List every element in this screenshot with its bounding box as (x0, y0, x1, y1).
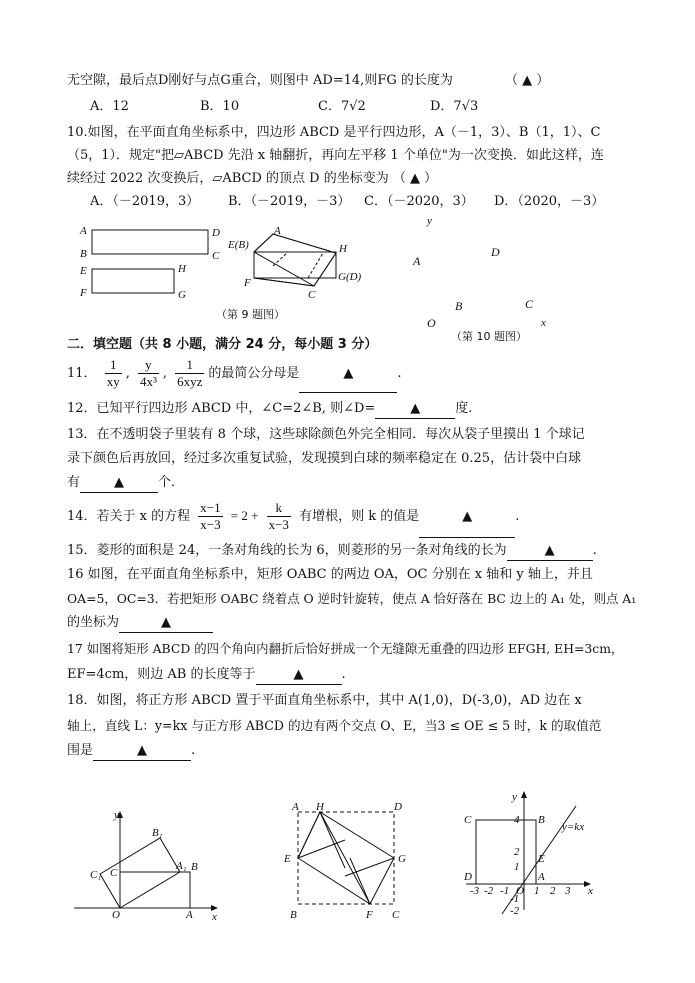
fig18-tick-m1: -1 (500, 885, 510, 897)
q18-line1: 18．如图，将正方形 ABCD 置于平面直角坐标系中，其中 A(1,0)，D(-3,0)，AD 边在 x (67, 693, 582, 708)
fig18-label-x: x (588, 885, 593, 897)
fig16-label-c1: C₁ (90, 869, 102, 881)
fig17 (280, 800, 415, 925)
q17-line1: 17 如图将矩形 ABCD 的四个角向内翻折后恰好拼成一个无缝隙无重叠的四边形 EFGH, EH=3cm， (67, 641, 624, 656)
q18-line3: 围是 ▲ . (67, 742, 195, 761)
fig10-label-b: B (455, 299, 463, 313)
q10-option-c: C．（－2020，3） (364, 194, 474, 209)
fig16 (70, 808, 230, 923)
fig9-label-c: C (212, 250, 220, 262)
fig18-tick-1: 1 (534, 885, 540, 897)
q15-blank[interactable]: ▲ (507, 542, 593, 561)
q16-line2: OA=5，OC=3．若把矩形 OABC 绕着点 O 逆时针旋转，使点 A 恰好落在 BC 边上的 A₁ 处，则点 A₁ (67, 591, 637, 606)
fig18-label-e: E (538, 853, 545, 865)
q16-line3: 的坐标为 ▲ (67, 614, 213, 633)
q13-line2: 录下颜色后再放回，经过多次重复试验，发现摸到白球的频率稳定在 0.25，估计袋中白球 (67, 451, 582, 466)
fig10 (405, 210, 555, 345)
q9-option-b: B．10 (200, 99, 240, 114)
fig9-right-label-gd: G(D) (338, 271, 362, 283)
fig16-label-c: C (110, 867, 118, 879)
fig10-label-a: A (413, 254, 421, 268)
q9-option-c: C．7√2 (318, 99, 366, 114)
fig17-label-c: C (392, 909, 400, 921)
fig17-label-b: B (290, 909, 297, 921)
fig17-label-g: G (398, 853, 406, 865)
q12: 12．已知平行四边形 ABCD 中，∠C=2∠B, 则∠D= ▲ 度. (67, 400, 472, 419)
fig18-tick-m3: -3 (470, 885, 480, 897)
fig16-label-b: B (191, 861, 198, 873)
fig17-label-d: D (394, 801, 402, 813)
fig9-right-label-eb: E(B) (228, 239, 249, 251)
q13-line3: 有 ▲ 个． (67, 474, 184, 493)
q9-option-d: D．7√3 (430, 99, 479, 114)
fig18-label-o: O (516, 885, 524, 897)
fig17-label-f: F (366, 909, 373, 921)
q13-line1: 13．在不透明袋子里装有 8 个球，这些球除颜色外完全相同．每次从袋子里摸出 1 个球记 (67, 427, 585, 442)
q16-line1: 16 如图，在平面直角坐标系中，矩形 OABC 的两边 OA，OC 分别在 x 轴和 y 轴上，并且 (67, 567, 593, 582)
fig17-label-h: H (316, 801, 324, 813)
fig10-label-o: O (427, 316, 436, 330)
section2-heading: 二．填空题（共 8 小题，满分 24 分，每小题 3 分） (67, 337, 378, 352)
fig16-label-a: A (186, 909, 193, 921)
fig9-right-label-c: C (308, 289, 316, 301)
fig9-label-h: H (178, 263, 186, 275)
fig18 (458, 790, 603, 920)
q10-option-b: B．（－2019，－3） (228, 194, 351, 209)
fig18-label-2: 2 (514, 846, 520, 858)
fig17-label-e: E (284, 853, 291, 865)
fig18-label-1: 1 (514, 861, 520, 873)
fig18-tick-m2: -2 (484, 885, 494, 897)
fig18-label-b: B (538, 814, 545, 826)
q11-blank[interactable]: ▲ (299, 356, 397, 393)
q9-tail-text: 无空隙，最后点D刚好与点G重合，则图中 AD=14,则FG 的长度为 (67, 73, 453, 88)
fig9-right-label-h: H (339, 243, 347, 255)
fig16-label-o: O (112, 909, 120, 921)
fig9-right (216, 225, 362, 326)
fig10-label-x: x (541, 317, 546, 329)
fig16-label-b1: B₁ (152, 827, 163, 839)
q18-line2: 轴上，直线 L：y=kx 与正方形 ABCD 的边有两个交点 O、E，当3 ≤ OE ≤ 5 时，k 的取值范 (67, 718, 602, 733)
q10-option-a: A．（－2019，3） (90, 194, 200, 209)
q10-line2: （5，1）．规定"把▱ABCD 先沿 x 轴翻折，再向左平移 1 个单位"为一次变换．如此这样，连 (67, 148, 604, 163)
fig10-label-d: D (491, 245, 500, 259)
q17-blank[interactable]: ▲ (256, 666, 342, 685)
fig10-label-c: C (525, 297, 534, 311)
fig18-tick-ym2: -2 (510, 905, 520, 917)
q14-blank[interactable]: ▲ (419, 497, 515, 538)
fig10-caption: （第 10 题图） (451, 330, 527, 343)
fig9-right-label-a: A (274, 225, 281, 237)
fig9-label-f: F (80, 287, 87, 299)
fig9-label-a: A (80, 225, 87, 237)
fig9-right-label-f: F (244, 277, 251, 289)
fig18-label-4: 4 (514, 814, 520, 826)
fig9-label-b: B (80, 248, 87, 260)
q13-blank[interactable]: ▲ (80, 474, 158, 493)
fig16-label-x: x (212, 911, 217, 923)
fig18-tick-3: 3 (565, 885, 571, 897)
fig18-label-d: D (464, 871, 472, 883)
fig9-caption: （第 9 题图） (216, 308, 285, 321)
fig10-label-y: y (427, 215, 432, 227)
q16-blank[interactable]: ▲ (119, 614, 213, 633)
q9-option-a: A．12 (90, 99, 129, 114)
q18-blank[interactable]: ▲ (93, 742, 191, 761)
q10-line3: 续经过 2022 次变换后，▱ABCD 的顶点 D 的坐标变为 （ ▲ ） (67, 171, 438, 186)
fig16-label-y: y (114, 809, 119, 821)
fig18-label-a: A (538, 871, 545, 883)
fig17-label-a: A (292, 801, 299, 813)
q14: 14．若关于 x 的方程 $\frac{x-1}{x-3}$ = 2 + $\frac{k}{x-3}$ 有增根，则 k 的值是 ▲ . (67, 496, 519, 538)
fig18-label-y: y (512, 791, 517, 803)
q12-blank[interactable]: ▲ (375, 400, 455, 419)
q17-line2: EF=4cm，则边 AB 的长度等于 ▲ . (67, 666, 346, 685)
q11: 11． $\frac{1}{xy}$ , $\frac{y}{\text{4x³}}$ , $\frac{1}{\text{6xyz}}$ 的最简公分母是 ▲ . (67, 356, 402, 393)
fig18-label-c: C (464, 814, 472, 826)
fig18-tick-2: 2 (550, 885, 556, 897)
fig18-tick-ym1: -1 (510, 893, 520, 905)
q9-answer-mark: （ ▲ ） (505, 73, 550, 88)
fig16-label-a1: A₁ (176, 860, 187, 872)
fig9-label-d: D (212, 227, 220, 239)
q15: 15．菱形的面积是 24，一条对角线的长为 6，则菱形的另一条对角线的长为 ▲ . (67, 542, 597, 561)
q10-option-d: D．（2020，－3） (494, 194, 605, 209)
fig9-left (80, 222, 230, 302)
fig9-label-g: G (178, 289, 186, 301)
q10-line1: 10.如图，在平面直角坐标系中，四边形 ABCD 是平行四边形，A（－1，3）、B（1，1）、C (67, 125, 601, 140)
fig9-label-e: E (80, 265, 87, 277)
fig18-line-label: y=kx (562, 821, 585, 833)
